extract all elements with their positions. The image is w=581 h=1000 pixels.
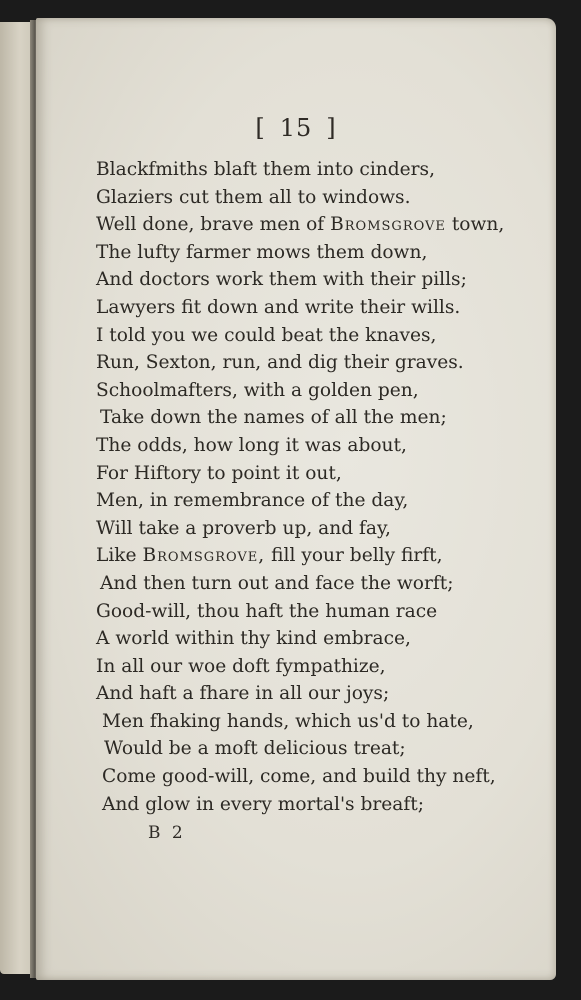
poem-line: Take down the names of all the men; (100, 407, 447, 429)
book-page (36, 18, 556, 980)
poem-line: I told you we could beat the knaves, (96, 324, 437, 346)
poem-line: Would be a moft delicious treat; (104, 738, 406, 760)
poem-line: The odds, how long it was about, (96, 434, 407, 456)
open-bracket: [ (255, 114, 266, 142)
poem-line: Schoolmafters, with a golden pen, (96, 379, 419, 401)
poem-line: In all our woe doft fympathize, (96, 655, 386, 677)
poem-line: Good-will, thou haft the human race (96, 600, 438, 622)
poem-line: Lawyers fit down and write their wills. (96, 296, 461, 318)
poem-line: Run, Sexton, run, and dig their graves. (96, 352, 464, 374)
place-name: Bromsgrove, (142, 545, 266, 567)
poem-line: Glaziers cut them all to windows. (96, 186, 411, 208)
poem-line: And doctors work them with their pills; (96, 269, 467, 291)
poem-line-text: town, (445, 214, 505, 236)
poem-line: Come good-will, come, and build thy neft, (102, 766, 496, 788)
close-bracket: ] (326, 114, 337, 142)
poem-line: Men fhaking hands, which us'd to hate, (102, 710, 474, 732)
poem-line: Men, in remembrance of the day, (96, 490, 409, 512)
poem-line: Blackfmiths blaft them into cinders, (96, 159, 436, 180)
poem-line-text: fill your belly firft, (265, 545, 443, 567)
poem-line: And then turn out and face the worft; (100, 572, 454, 594)
poem-line: For Hiftory to point it out, (96, 462, 342, 484)
poem-line-text: Well done, brave men of (96, 214, 331, 236)
poem-line: And glow in every mortal's breaft; (102, 793, 425, 815)
poem-line: A world within thy kind embrace, (96, 628, 411, 650)
poem-line: Will take a proverb up, and fay, (96, 517, 391, 539)
poem-line (96, 542, 556, 570)
poem-line-text: Like (96, 545, 143, 567)
poem-text (96, 156, 556, 818)
poem-line (96, 211, 556, 239)
page-number: 15 (279, 114, 313, 142)
page-header (36, 114, 556, 142)
signature-mark: B 2 (148, 823, 186, 843)
place-name: Bromsgrove (330, 214, 446, 236)
poem-line: And haft a fhare in all our joys; (96, 683, 390, 705)
poem-line: The lufty farmer mows them down, (96, 241, 428, 263)
